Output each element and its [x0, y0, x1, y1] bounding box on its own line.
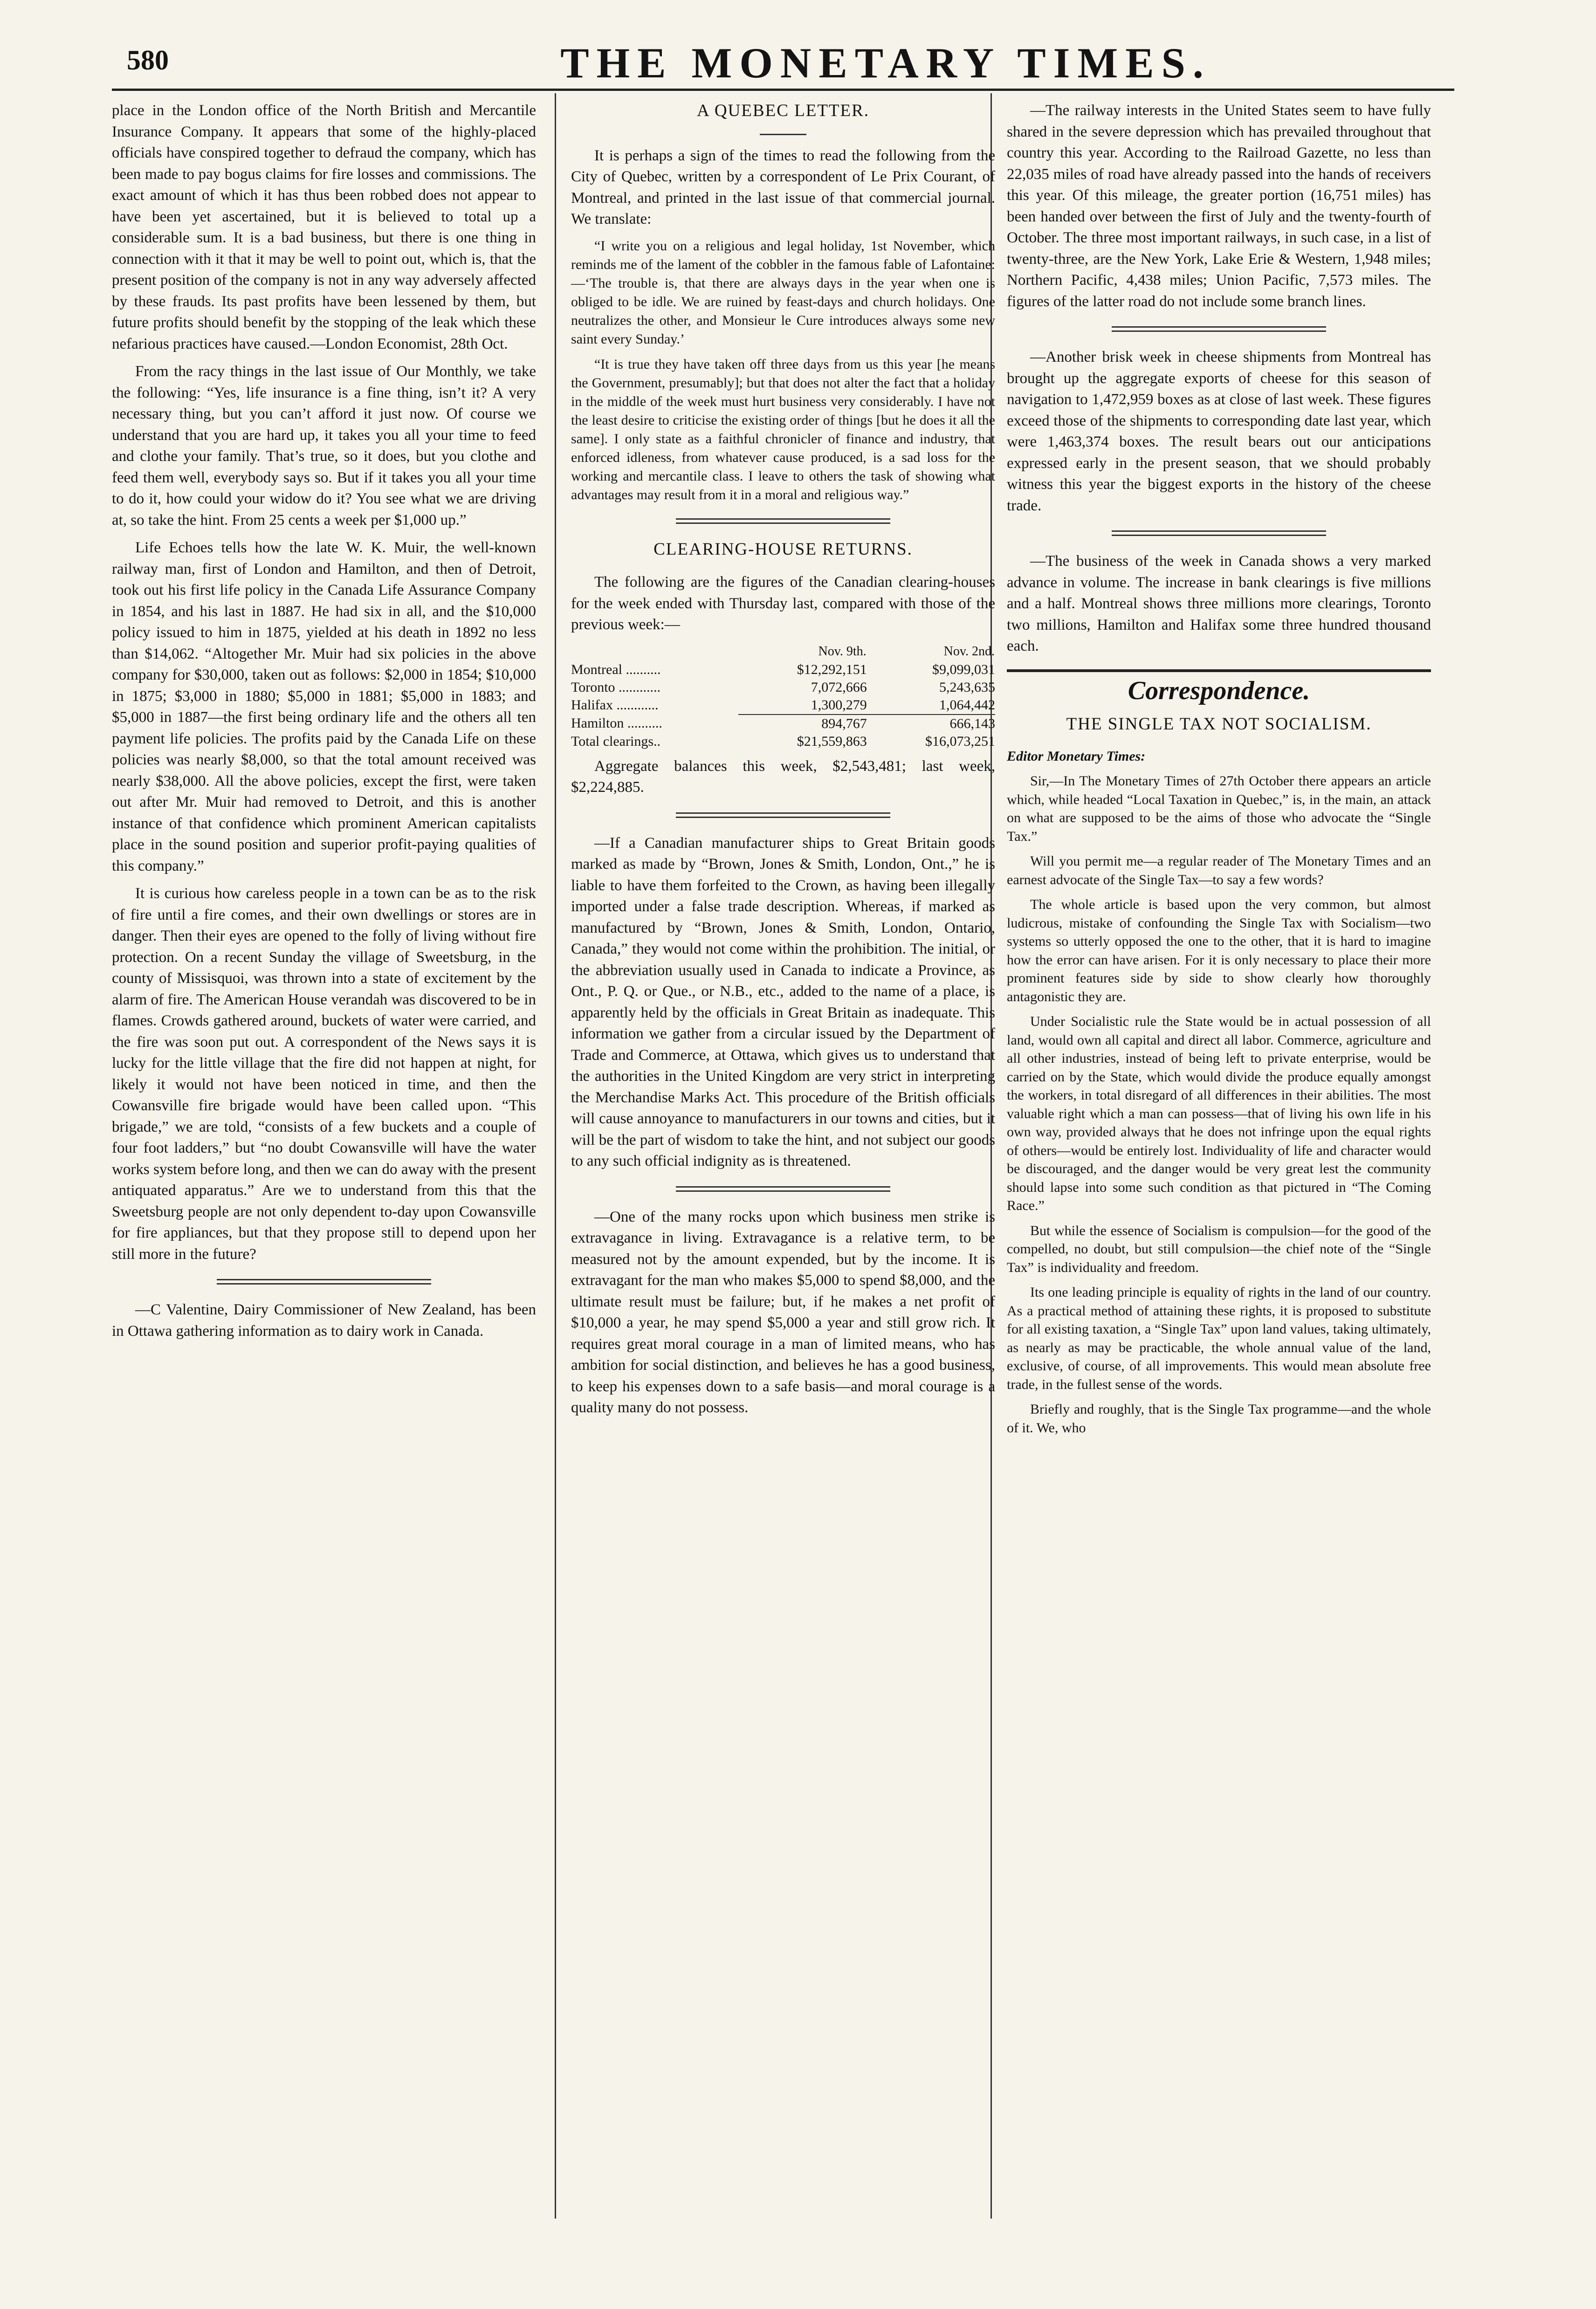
table-cell-city: Hamilton .......... [571, 715, 662, 731]
table-cell-value: 5,243,635 [939, 679, 995, 695]
table-row [571, 696, 995, 715]
column-right [1007, 100, 1431, 1443]
clearing-house-aggregate: Aggregate balances this week, $2,543,481; last week, $2,224,885. [571, 757, 995, 796]
letter-paragraph: Its one leading principle is equality of rights in the land of our country. As a practical method of attaining these rights, it is proposed to substitute for all existing taxation, a “Single Tax” upon land values, taking ultimately, as nearly as may be practicable, the whole annual value of the land, exclusive, of course, of all improvements. This would mean absolute free trade, in the fullest sense of the words. [1007, 1285, 1431, 1392]
table-total-value: $21,559,863 [797, 733, 867, 749]
letter-paragraph: Will you permit me—a regular reader of The Monetary Times and an earnest advocate of the Single Tax—to say a few words? [1007, 853, 1431, 887]
table-cell-value: 7,072,666 [811, 679, 867, 695]
clearing-house-table [571, 642, 995, 750]
paragraph-our-monthly: From the racy things in the last issue of Our Monthly, we take the following: “Yes, life insurance is a fine thing, isn’t it? A very necessary thing, but you can’t afford it just now. Of course we understand that you are hard up, it takes you all your time to feed and clothe your family. That’s true, so it does, but you clothe and feed them well, everybody says so. But if it takes you all your time to do it, how could your widow do it? You see what we are driving at, so take the hint. From 25 cents a week per $1,000 up.” [112, 363, 536, 529]
quebec-letter-quote-2: “It is true they have taken off three days from us this year [he means the Government, presumably]; but that does not alter the fact that a holiday in the middle of the week must hurt business very considerably. I have not the least desire to criticise the existing order of things [but he does it all the same]. I only state as a faithful chronicler of finance and industry, that enforced idleness, from whatever cause produced, is a sad loss for the working and mercantile class. I leave to others the task of showing what advantages may result from it in a moral and religious way.” [571, 356, 995, 502]
paragraph-valentine: —C Valentine, Dairy Commissioner of New Zealand, has been in Ottawa gathering information as to dairy work in Canada. [112, 1301, 536, 1340]
double-rule [676, 812, 890, 818]
column-left [112, 100, 536, 1348]
table-header-cell [571, 642, 738, 661]
short-rule [760, 134, 806, 135]
letter-paragraph: Briefly and roughly, that is the Single Tax programme—and the whole of it. We, who [1007, 1402, 1431, 1436]
double-rule [1112, 326, 1326, 332]
paragraph-manufacturer: —If a Canadian manufacturer ships to Great Britain goods marked as made by “Brown, Jones & Smith, London, Ont.,” he is liable to have them forfeited to the Crown, as having been illegally imported under a false trade description. Whereas, if marked as manufactured by “Brown, Jones & Smith, London, Ontario, Canada,” they would not come within the prohibition. The initial, or the abbreviation usually used in Canada to indicate a Province, as Ont., P. Q. or Que., or N.B., etc., added to the name of a place, is apparently held by the officials in Great Britain as inadequate. This information we gather from a circular issued by the Department of Trade and Commerce, at Ottawa, which gives us to understand that the authorities in the United Kingdom are very strict in interpreting the Merchandise Marks Act. This procedure of the British officials will cause annoyance to manufacturers in our towns and cities, but it will be the part of wisdom to take the hint, and not subject our goods to any such official indignity as is threatened. [571, 834, 995, 1169]
clearing-house-intro: The following are the figures of the Canadian clearing-houses for the week ended with Thursday last, compared with those of the previous week:— [571, 574, 995, 633]
double-rule [676, 518, 890, 524]
header-rule [112, 89, 1454, 91]
column-rule-left [555, 93, 556, 2219]
double-rule [676, 1186, 890, 1192]
letter-paragraph: Sir,—In The Monetary Times of 27th October there appears an article which, while headed “Local Taxation in Quebec,” is, in the main, an attack on what are supposed to be the aims of those who advocate the “Single Tax.” [1007, 773, 1431, 844]
letter-paragraph: Under Socialistic rule the State would be in actual possession of all land, would own all capital and direct all labor. Commerce, agriculture and all other industries, instead of being left to private enterprise, would be carried on by the State, which would divide the produce equally amongst the workers, in total disregard of all differences in their abilities. The most valuable right which a man can possess—that of living his own life in his own way, provided always that he does not infringe upon the equal rights of others—would be entirely lost. Individuality of life and character would be discouraged, and the danger would be very great lest the community should lapse into some such condition as that pictured in “The Coming Race.” [1007, 1014, 1431, 1213]
letter-paragraph: But while the essence of Socialism is compulsion—for the good of the compelled, no doubt, but still compulsion—the chief note of the “Single Tax” is individuality and freedom. [1007, 1223, 1431, 1275]
table-cell-value: $9,099,031 [932, 661, 995, 677]
paragraph-life-echoes: Life Echoes tells how the late W. K. Muir, the well-known railway man, first of London and Hamilton, and then of Detroit, took out his first life policy in the Canada Life Assurance Company in 1854, and his last in 1887. He had six in all, and the $10,000 policy issued to him in 1875, yielded at his death in 1892 no less than $14,062. “Altogether Mr. Muir had six policies in the above company for $30,000, taken out as follows: $2,000 in 1854; $10,000 in 1875; $3,000 in 1880; $5,000 in 1881; $5,000 in 1883; and $5,000 in 1887—the first being ordinary life and the others all ten payment life policies. The profits paid by the Canada Life on these policies was nearly $8,000, so that the total amount received was nearly $38,000. All the above policies, except the first, were taken out after Mr. Muir had removed to Detroit, and this is another instance of that confidence which prominent American capitalists place in the sound position and superior profit-paying qualities of this company.” [112, 539, 536, 874]
table-cell-value: 1,064,442 [939, 697, 995, 713]
table-cell-value: 666,143 [867, 715, 995, 733]
table-cell-city: Toronto ............ [571, 679, 661, 695]
correspondence-heading: Correspondence. [1128, 676, 1310, 705]
table-cell-value: $12,292,151 [797, 661, 867, 677]
quebec-letter-intro: It is perhaps a sign of the times to read the following from the City of Quebec, written by a correspondent of Le Prix Courant, of Montreal, and printed in the last issue of that commercial journal. We translate: [571, 147, 995, 227]
table-header-cell: Nov. 9th. [818, 644, 867, 659]
table-total-value: $16,073,251 [925, 733, 995, 749]
page-number: 580 [127, 45, 169, 76]
table-cell-city: Halifax ............ [571, 697, 659, 713]
masthead: THE MONETARY TIMES. [560, 39, 1211, 87]
table-cell-value: 894,767 [738, 715, 867, 733]
letter-editor-line: Editor Monetary Times: [1007, 748, 1146, 764]
paragraph-fire-sweetsburg: It is curious how careless people in a town can be as to the risk of fire until a fire comes, and their own dwellings or stores are in danger. Then their eyes are opened to the folly of living without fire protection. On a recent Sunday the village of Sweetsburg, in the county of Missisquoi, was thrown into a state of excitement by the alarm of fire. The American House verandah was discovered to be in flames. Crowds gathered around, buckets of water were carried, and the fire was soon put out. A correspondent of the News says it is lucky for the little village that the fire did not happen at night, for likely it would not have been noticed in time, and then the Cowansville fire brigade would have been called upon. “This brigade,” we are told, “consists of a few buckets and a couple of four foot ladders,” but “no doubt Cowansville will have the water works system before long, and then we can do away with the present antiquated apparatus.” Are we to understand from this that the Sweetsburg people are not only dependent to-day upon Cowansville for fire appliances, but that they propose still to depend upon her still more in the future? [112, 885, 536, 1263]
table-row [571, 715, 995, 733]
table-total-label: Total clearings.. [571, 733, 660, 749]
paragraph-railway: —The railway interests in the United States seem to have fully shared in the severe depression which has prevailed throughout that country this year. According to the Railroad Gazette, no less than 22,035 miles of road have already passed into the hands of receivers this year. Of this mileage, the greater portion (16,751 miles) has been handed over between the first of July and the twenty-fourth of October. The three most important railways, in such case, in a list of twenty-three, are the New York, Lake Erie & Western, 1,948 miles; Northern Pacific, 4,438 miles; Union Pacific, 7,573 miles. The figures of the latter road do not include some branch lines. [1007, 102, 1431, 310]
table-total-row [571, 733, 995, 750]
section-rule [1007, 669, 1431, 672]
clearing-house-title: CLEARING-HOUSE RETURNS. [654, 539, 913, 559]
table-header-cell: Nov. 2nd. [943, 644, 995, 659]
paragraph-cheese: —Another brisk week in cheese shipments from Montreal has brought up the aggregate exports of cheese for this season of navigation to 1,472,959 boxes as at close of last week. These figures exceed those of the shipments to corresponding date last year, which were 1,463,374 boxes. The result bears out our anticipations expressed early in the present season, that we should probably witness this year the biggest exports in the history of the cheese trade. [1007, 349, 1431, 514]
paragraph-business: —The business of the week in Canada shows a very marked advance in volume. The increase in bank clearings is five millions and a half. Montreal shows three millions more clearings, Toronto two millions, Hamilton and Halifax some three hundred thousand each. [1007, 553, 1431, 654]
paragraph-extravagance: —One of the many rocks upon which business men strike is extravagance in living. Extravagance is a relative term, to be measured not by the amount expended, but by the income. It is extravagant for the man who makes $5,000 to spend $8,000, and the ultimate result must be failure; but, if he makes a net profit of $10,000 a year, he may spend $5,000 a year and still grow rich. It requires great moral courage in a man of limited means, who has ambition for social distinction, and believes he has a good business, to keep his expenses down to a safe basis—and moral courage is a quality many do not possess. [571, 1208, 995, 1416]
paragraph-insurance-frauds: place in the London office of the North British and Mercantile Insurance Company. It appears that some of the highly-placed officials have conspired together to defraud the company, which has been made to pay bogus claims for fire losses and commissions. The exact amount of which it has thus been robbed does not appear to have been yet ascertained, but it is believed to total up a considerable sum. It is a bad business, but there is one thing in connection with it that it may be well to point out, which is, that the present position of the company is not in any way adversely affected by these frauds. Its past profits have been lessened by them, but future profits should benefit by the stopping of the leak which these nefarious practices have caused.—London Economist, 28th Oct. [112, 102, 536, 352]
table-row [571, 679, 995, 696]
table-cell-city: Montreal .......... [571, 661, 661, 677]
quebec-letter-quote-1: “I write you on a religious and legal holiday, 1st November, which reminds me of the lament of the cobbler in the famous fable of Lafontaine:—‘The trouble is, that there are always days in the year when one is obliged to be idle. We are ruined by feast-days and church holidays. One neutralizes the other, and Monsieur le Cure introduces always some new saint every Sunday.’ [571, 238, 995, 347]
column-middle [571, 100, 995, 1425]
quebec-letter-title: A QUEBEC LETTER. [696, 101, 870, 120]
table-row [571, 661, 995, 679]
double-rule [1112, 530, 1326, 536]
table-header-row [571, 642, 995, 661]
table-cell-value: 1,300,279 [811, 697, 867, 713]
letter-paragraph: The whole article is based upon the very common, but almost ludicrous, mistake of confounding the Single Tax with Socialism—two systems so utterly opposed the one to the other, that it is hard to imagine how the error can have arisen. For it is only necessary to place their more prominent features side by side to show clearly how thoroughly antagonistic they are. [1007, 897, 1431, 1004]
letter-title: THE SINGLE TAX NOT SOCIALISM. [1066, 715, 1372, 734]
double-rule [217, 1279, 431, 1285]
